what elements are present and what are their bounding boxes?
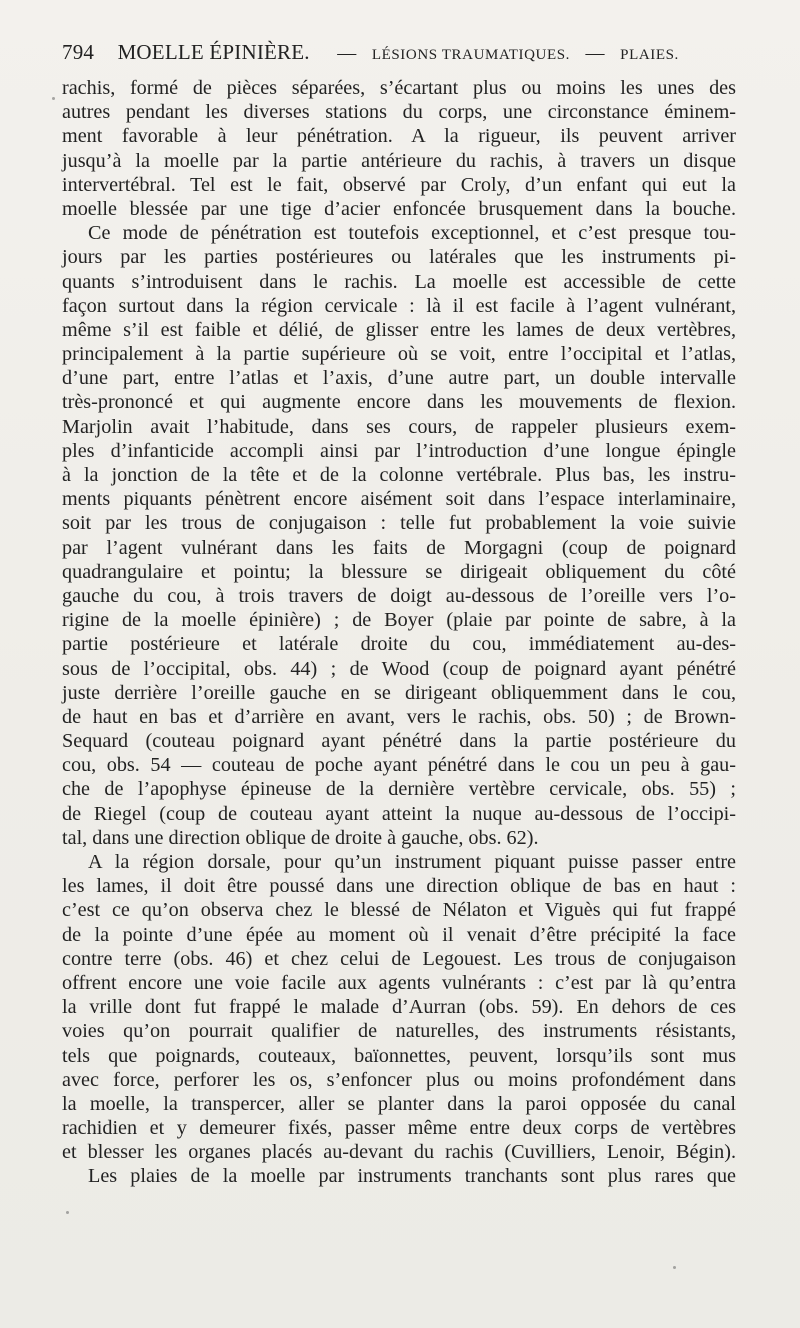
text-line: quants s’introduisent dans le rachis. La moelle est accessible de cette [62,270,736,293]
section-title: LÉSIONS TRAUMATIQUES. [371,47,571,63]
text-line: de la pointe d’une épée au moment où il venait d’être précipité la face [62,923,736,946]
text-line: cou, obs. 54 — couteau de poche ayant pénétré dans le cou un peu à gau- [62,754,736,777]
text-line: très-prononcé et qui augmente encore dans les mouvements de flexion. [62,391,736,414]
paper-speck [52,97,55,100]
text-line: ples d’infanticide accompli ainsi par l’introduction d’une longue épingle [62,439,736,462]
text-line: sous de l’occipital, obs. 44) ; de Wood (coup de poignard ayant pénétré [62,657,736,680]
text-line: che de l’apophyse épineuse de la dernière vertèbre cervicale, obs. 55) ; [62,778,736,801]
text-line: intervertébral. Tel est le fait, observé par Croly, d’un enfant qui eut la [62,173,736,196]
text-line: par l’agent vulnérant dans les faits de Morgagni (coup de poignard [62,536,736,559]
text-line: à la jonction de la tête et de la colonne vertébrale. Plus bas, les instru- [62,464,736,486]
text-line: et blesser les organes placés au-devant du rachis (Cuvilliers, Lenoir, Bégin). [62,1141,736,1164]
text-line: Sequard (couteau poignard ayant pénétré dans la partie postérieure du [62,730,736,753]
text-line: rachis, formé de pièces séparées, s’écartant plus ou moins les unes des [62,77,736,99]
text-line: rachidien et y demeurer fixés, passer même entre deux corps de vertèbres [62,1117,736,1140]
text-line: avec force, perforer les os, s’enfoncer plus ou moins profondément dans [62,1068,736,1091]
text-line: partie postérieure et latérale droite du cou, immédiatement au-des- [62,633,736,656]
body-text [62,76,736,1189]
text-line: autres pendant les diverses stations du corps, une circonstance éminem- [62,101,736,124]
text-line: jours par les parties postérieures ou latérales que les instruments pi- [62,246,736,269]
header-dash: — [337,43,357,64]
page-number: 794 [62,40,95,64]
text-line: soit par les trous de conjugaison : telle fut probablement la voie suivie [62,512,736,535]
text-line: les lames, il doit être poussé dans une direction oblique de bas en haut : [62,875,736,898]
text-line: façon surtout dans la région cervicale : là il est facile à l’agent vulnérant, [62,294,736,317]
text-line: rigine de la moelle épinière) ; de Boyer (plaie par pointe de sabre, à la [62,609,736,632]
text-line: de haut en bas et d’arrière en avant, vers le rachis, obs. 50) ; de Brown- [62,705,736,728]
header-dash: — [585,43,605,64]
text-line: même s’il est faible et délié, de glisser entre les lames de deux vertèbres, [62,318,736,341]
text-line: jusqu’à la moelle par la partie antérieure du rachis, à travers un disque [62,149,736,172]
text-line: la vrille dont fut frappé le malade d’Aurran (obs. 59). En dehors de ces [62,996,736,1019]
text-line: ments piquants pénètrent encore aisément soit dans l’espace interlaminaire, [62,488,736,511]
text-line: juste derrière l’oreille gauche en se dirigeant obliquemment dans le cou, [62,681,736,704]
text-line: de Riegel (coup de couteau ayant atteint la nuque au-dessous de l’occipi- [62,802,736,825]
text-line: Les plaies de la moelle par instruments tranchants sont plus rares que [88,1165,736,1188]
paper-speck [66,1211,69,1214]
text-line: d’une part, entre l’atlas et l’axis, d’une autre part, un double intervalle [62,367,736,390]
text-line: moelle blessée par une tige d’acier enfoncée brusquement dans la bouche. [62,197,736,220]
running-title: MOELLE ÉPINIÈRE. [117,40,310,64]
text-line: gauche du cou, à trois travers de doigt au-dessous de l’oreille vers l’o- [62,584,736,607]
text-line: voies qu’on pourrait qualifier de naturelles, des instruments résistants, [62,1020,736,1043]
text-line: tal, dans une direction oblique de droite à gauche, obs. 62). [62,826,539,849]
text-line: tels que poignards, couteaux, baïonnettes, peuvent, lorsqu’ils sont mus [62,1044,736,1067]
text-line: Ce mode de pénétration est toutefois exceptionnel, et c’est presque tou- [88,222,736,245]
paper-speck [673,1266,676,1269]
text-line: la moelle, la transpercer, aller se planter dans la paroi opposée du canal [62,1092,736,1115]
text-line: A la région dorsale, pour qu’un instrument piquant puisse passer entre [88,851,736,873]
text-line: c’est ce qu’on observa chez le blessé de Nélaton et Viguès qui fut frappé [62,899,736,922]
subsection-title: PLAIES. [620,47,679,63]
text-line: Marjolin avait l’habitude, dans ses cours, de rappeler plusieurs exem- [62,415,736,438]
running-header [62,40,742,72]
text-line: quadrangulaire et pointu; la blessure se dirigeait obliquement du côté [62,560,736,583]
text-line: contre terre (obs. 46) et chez celui de Legouest. Les trous de conjugaison [62,947,736,970]
text-line: principalement à la partie supérieure où se voit, entre l’occipital et l’atlas, [62,343,736,366]
text-line: offrent encore une voie facile aux agents vulnérants : c’est par là qu’entra [62,971,736,994]
text-line: ment favorable à leur pénétration. A la rigueur, ils peuvent arriver [62,125,736,148]
